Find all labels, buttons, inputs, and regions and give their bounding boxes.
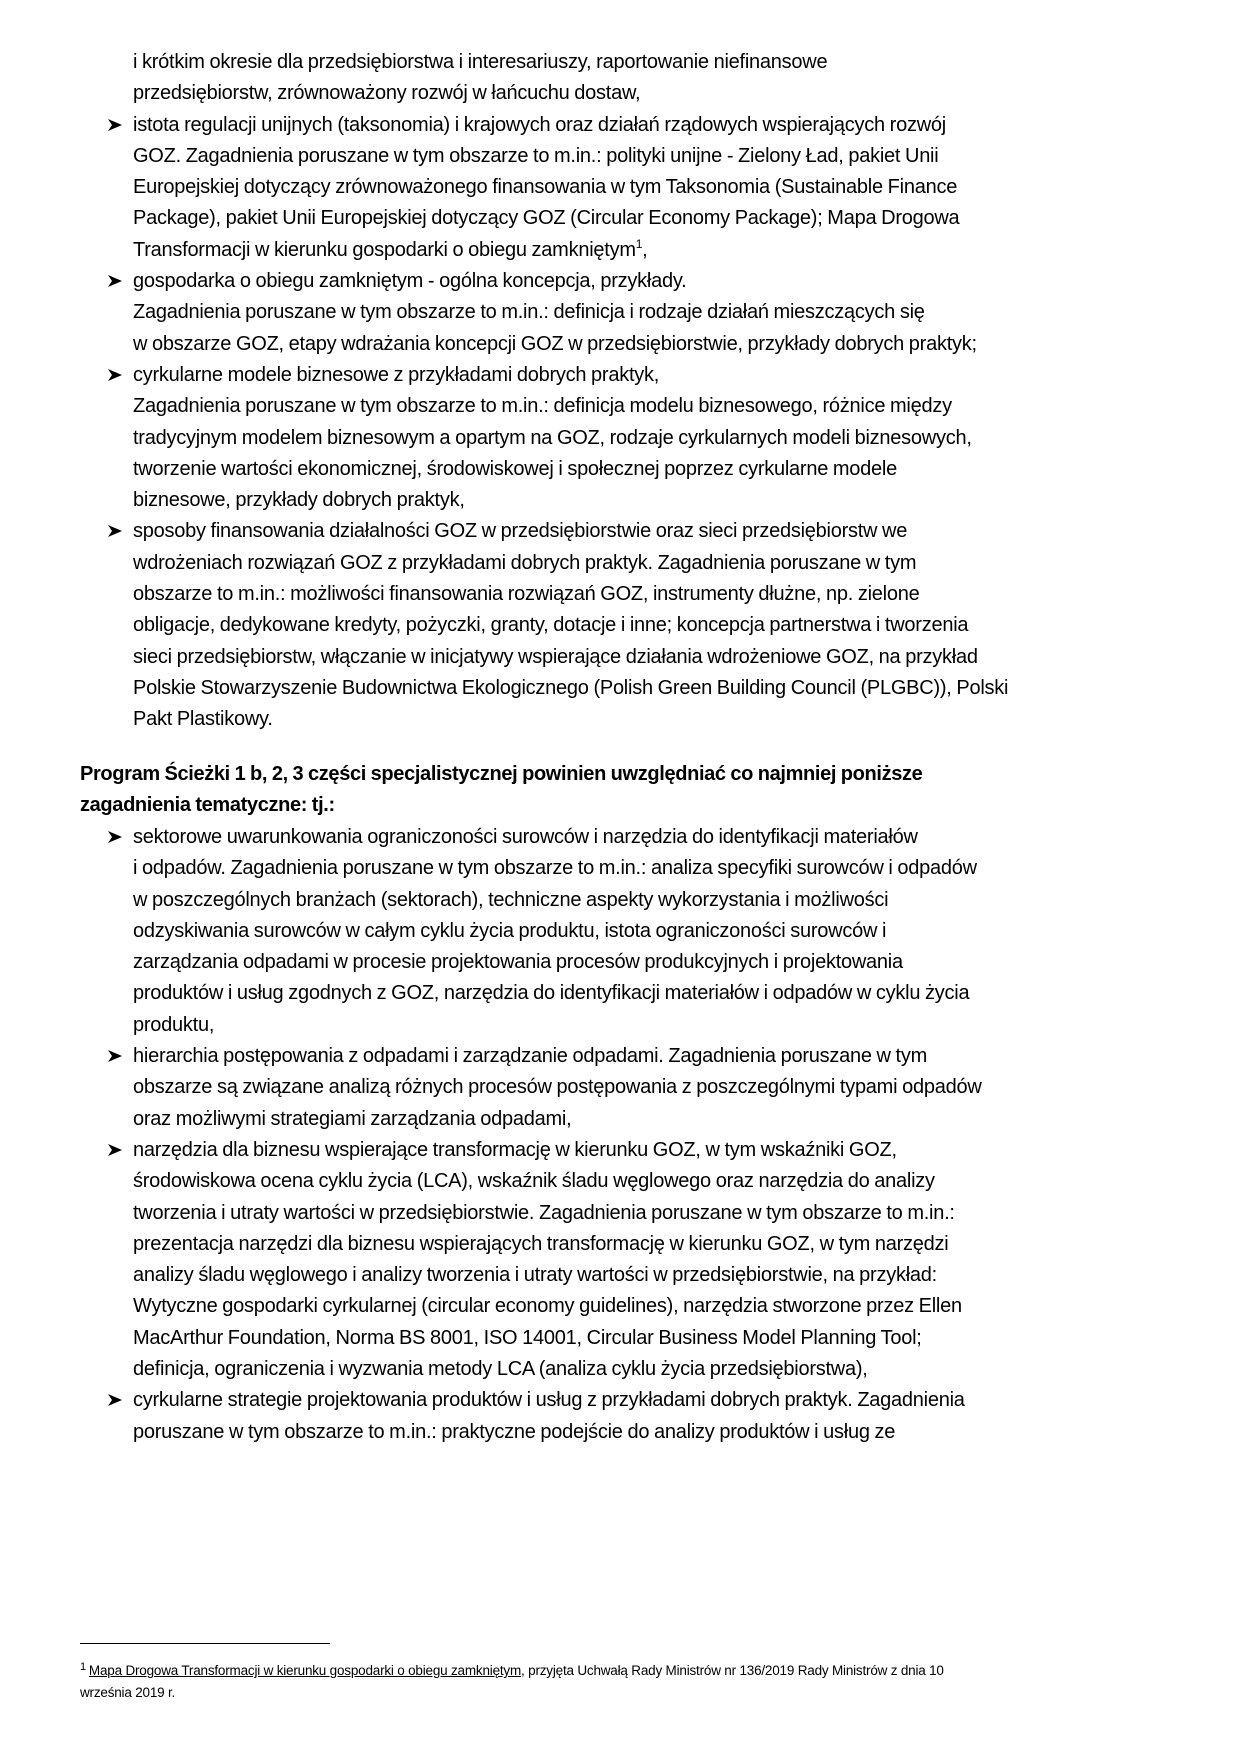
text-line: cyrkularne strategie projektowania produktów i usług z przykładami dobrych praktyk. Zagadnienia: [133, 1389, 965, 1412]
list-item-financing: [133, 516, 1153, 735]
text-line: analizy śladu węglowego i analizy tworzenia i utraty wartości w przedsiębiorstwie, na przykład:: [133, 1264, 937, 1287]
text-line: prezentacja narzędzi dla biznesu wspierających transformację w kierunku GOZ, w tym narzędzi: [133, 1232, 949, 1255]
topic-list-specialist: [133, 822, 1153, 1448]
text-line: Polskie Stowarzyszenie Budownictwa Ekologicznego (Polish Green Building Council (PLGBC)), Polski: [133, 676, 1009, 699]
text-line: obszarze to m.in.: możliwości finansowania rozwiązań GOZ, instrumenty dłużne, np. zielone: [133, 583, 920, 606]
text-line: Package), pakiet Unii Europejskiej dotyczący GOZ (Circular Economy Package); Mapa Drogowa: [133, 207, 960, 230]
text-line: obligacje, dedykowane kredyty, pożyczki, granty, dotacje i inne; koncepcja partnerstwa i tworzenia: [133, 614, 969, 637]
list-item-circular-business-models: [133, 360, 1153, 516]
text-line: Pakt Plastikowy.: [133, 708, 273, 731]
arrowhead-bullet-icon: [107, 266, 127, 297]
text-line: Europejskiej dotyczący zrównoważonego finansowania w tym Taksonomia (Sustainable Finance: [133, 176, 958, 199]
text-line: narzędzia dla biznesu wspierające transformację w kierunku GOZ, w tym wskaźniki GOZ,: [133, 1138, 897, 1161]
text-line: definicja, ograniczenia i wyzwania metody LCA (analiza cyklu życia przedsiębiorstwa),: [133, 1358, 868, 1381]
heading-line: Program Ścieżki 1 b, 2, 3 części specjalistycznej powinien uwzględniać co najmniej poniższe: [80, 763, 923, 785]
heading-line: zagadnienia tematyczne: tj.:: [80, 794, 335, 817]
text-fragment: ,: [642, 238, 648, 261]
text-line: sieci przedsiębiorstw, włączanie w inicjatywy wspierające działania wdrożeniowe GOZ, na przykład: [133, 645, 978, 668]
list-item-waste-hierarchy: [133, 1041, 1153, 1135]
text-line: produktów i usług zgodnych z GOZ, narzędzia do identyfikacji materiałów i odpadów w cyklu życia: [133, 982, 970, 1005]
text-line: Zagadnienia poruszane w tym obszarze to m.in.: definicja i rodzaje działań mieszczących się: [133, 301, 925, 324]
continuation-paragraph: [133, 47, 1153, 110]
text-line: Wytyczne gospodarki cyrkularnej (circular economy guidelines), narzędzia stworzone przez Ellen: [133, 1295, 962, 1318]
text-line: [133, 235, 1153, 266]
arrowhead-bullet-icon: [107, 516, 127, 547]
text-line: i odpadów. Zagadnienia poruszane w tym obszarze to m.in.: analiza specyfiki surowców i odpadów: [133, 857, 977, 880]
section-heading: [80, 759, 1160, 822]
text-line: przedsiębiorstw, zrównoważony rozwój w łańcuchu dostaw,: [133, 82, 641, 105]
text-line: produktu,: [133, 1013, 215, 1036]
arrowhead-bullet-icon: [107, 1041, 127, 1072]
text-line: i krótkim okresie dla przedsiębiorstwa i interesariuszy, raportowanie niefinansowe: [133, 51, 828, 73]
text-line: sektorowe uwarunkowania ograniczoności surowców i narzędzia do identyfikacji materiałów: [133, 826, 918, 848]
arrowhead-bullet-icon: [107, 1135, 127, 1166]
footnote-text-line: września 2019 r.: [80, 1685, 176, 1700]
list-item-eu-regulations: [133, 110, 1153, 266]
text-line: biznesowe, przykłady dobrych praktyk,: [133, 489, 465, 512]
text-line: MacArthur Foundation, Norma BS 8001, ISO 14001, Circular Business Model Planning Tool;: [133, 1326, 922, 1349]
text-line: tworzenia i utraty wartości w przedsiębiorstwie. Zagadnienia poruszane w tym obszarze to m.in.:: [133, 1201, 955, 1224]
text-line: zarządzania odpadami w procesie projektowania procesów produkcyjnych i projektowania: [133, 951, 903, 974]
footnote-reference[interactable]: 1: [635, 236, 643, 251]
list-item-business-tools: [133, 1135, 1153, 1385]
topic-list-general: [133, 110, 1153, 736]
text-line: w obszarze GOZ, etapy wdrażania koncepcji GOZ w przedsiębiorstwie, przykłady dobrych praktyk;: [133, 332, 977, 355]
text-line: sposoby finansowania działalności GOZ w przedsiębiorstwie oraz sieci przedsiębiorstw we: [133, 520, 908, 543]
text-line: hierarchia postępowania z odpadami i zarządzanie odpadami. Zagadnienia poruszane w tym: [133, 1045, 927, 1068]
footnote-link[interactable]: Mapa Drogowa Transformacji w kierunku gospodarki o obiegu zamkniętym: [88, 1663, 522, 1678]
text-line: środowiskowa ocena cyklu życia (LCA), wskaźnik śladu węglowego oraz narzędzia do analizy: [133, 1170, 935, 1193]
list-item-design-strategies: [133, 1385, 1153, 1448]
text-line: odzyskiwania surowców w całym cyklu życia produktu, istota ograniczoności surowców i: [133, 919, 887, 942]
list-item-circular-economy-concept: [133, 266, 1153, 360]
text-line: GOZ. Zagadnienia poruszane w tym obszarze to m.in.: polityki unijne - Zielony Ład, pakiet Unii: [133, 144, 939, 167]
text-line: tworzenie wartości ekonomicznej, środowiskowej i społecznej poprzez cyrkularne modele: [133, 457, 897, 480]
footnote: [80, 1656, 1160, 1704]
footnote-separator: [80, 1643, 330, 1644]
list-item-raw-materials: [133, 822, 1153, 1041]
text-line: wdrożeniach rozwiązań GOZ z przykładami dobrych praktyk. Zagadnienia poruszane w tym: [133, 551, 917, 574]
text-line: oraz możliwymi strategiami zarządzania odpadami,: [133, 1107, 572, 1130]
footnote-number: 1: [80, 1661, 86, 1673]
arrowhead-bullet-icon: [107, 110, 127, 141]
text-line: Zagadnienia poruszane w tym obszarze to m.in.: definicja modelu biznesowego, różnice między: [133, 395, 952, 418]
arrowhead-bullet-icon: [107, 1385, 127, 1416]
text-line: obszarze są związane analizą różnych procesów postępowania z poszczególnymi typami odpadów: [133, 1076, 982, 1099]
arrowhead-bullet-icon: [107, 360, 127, 391]
text-line: cyrkularne modele biznesowe z przykładami dobrych praktyk,: [133, 363, 660, 386]
text-line: gospodarka o obiegu zamkniętym - ogólna koncepcja, przykłady.: [133, 270, 687, 293]
text-line: poruszane w tym obszarze to m.in.: praktyczne podejście do analizy produktów i usług ze: [133, 1420, 896, 1443]
footnote-text: , przyjęta Uchwałą Rady Ministrów nr 136/2019 Rady Ministrów z dnia 10: [521, 1663, 944, 1678]
text-fragment: Transformacji w kierunku gospodarki o obiegu zamkniętym: [133, 238, 636, 261]
arrowhead-bullet-icon: [107, 822, 127, 853]
text-line: tradycyjnym modelem biznesowym a opartym na GOZ, rodzaje cyrkularnych modeli biznesowych,: [133, 426, 972, 449]
text-line: w poszczególnych branżach (sektorach), techniczne aspekty wykorzystania i możliwości: [133, 888, 889, 911]
text-line: istota regulacji unijnych (taksonomia) i krajowych oraz działań rządowych wspierających rozwój: [133, 113, 946, 136]
